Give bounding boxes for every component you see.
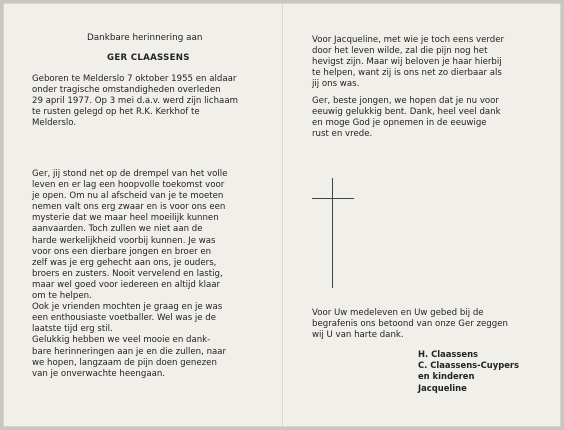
thanks-paragraph: Voor Uw medeleven en Uw gebed bij de begrafenis ons betoond van onze Ger zeggen wij U van harte dank. [312,308,508,341]
deceased-name: GER CLAASSENS [107,53,190,63]
card-heading: Dankbare herinnering aan [87,33,203,43]
jacqueline-paragraph: Voor Jacqueline, met wie je toch eens verder door het leven wilde, zal die pijn nog het hevigst zijn. Maar wij beloven je haar hierbij te helpen, want zij is ons net zo dierbaar als jij ons was. [312,35,505,90]
prayer-paragraph: Ger, beste jongen, we hopen dat je nu voor eeuwig gelukkig bent. Dank, heel veel dank en moge God je opnemen in de eeuwige rust en vrede. [312,96,501,140]
cross-bar [312,198,354,199]
cross-icon [332,178,333,288]
signature-fiancee: Jacqueline [418,382,467,393]
biography-text: Geboren te Melderslo 7 oktober 1955 en aldaar onder tragische omstandigheden overleden 29 april 1977. Op 3 mei d.a.v. werd zijn lichaam te rusten gelegd op het R.K. Kerkhof te Melderslo. [32,74,238,129]
tribute-text: Ger, jij stond net op de drempel van het volle leven en er lag een hoopvolle toekomst voor je open. Om nu al afscheid van je te moeten nemen valt ons erg zwaar en is voor ons een mysterie dat we maar heel moeilijk kunnen aanvaarden. Toch zullen we niet aan de harde werkelijkheid voorbij kunnen. Je was voor ons een dierbare jongen en broer en zelf was je erg gehecht aan ons, je ouders, broers en zusters. Nooit vervelend en lastig, maar wel goed voor iedereen en altijd klaar om te helpen. Ook je vrienden mochten je graag en je was een enthousiaste voetballer. Wel was je de laatste tijd erg stil. Gelukkig hebben we veel mooie en dank- bare herinneringen aan je en die zullen, naar we hopen, langzaam de pijn doen genezen van je onverwachte heengaan. [32,169,228,379]
signature-children: en kinderen [418,371,475,382]
signature-father: H. Claassens [418,349,479,359]
fold-line [282,3,283,427]
signature-list [418,349,519,394]
signature-mother: C. Claassens-Cuypers [418,360,519,371]
